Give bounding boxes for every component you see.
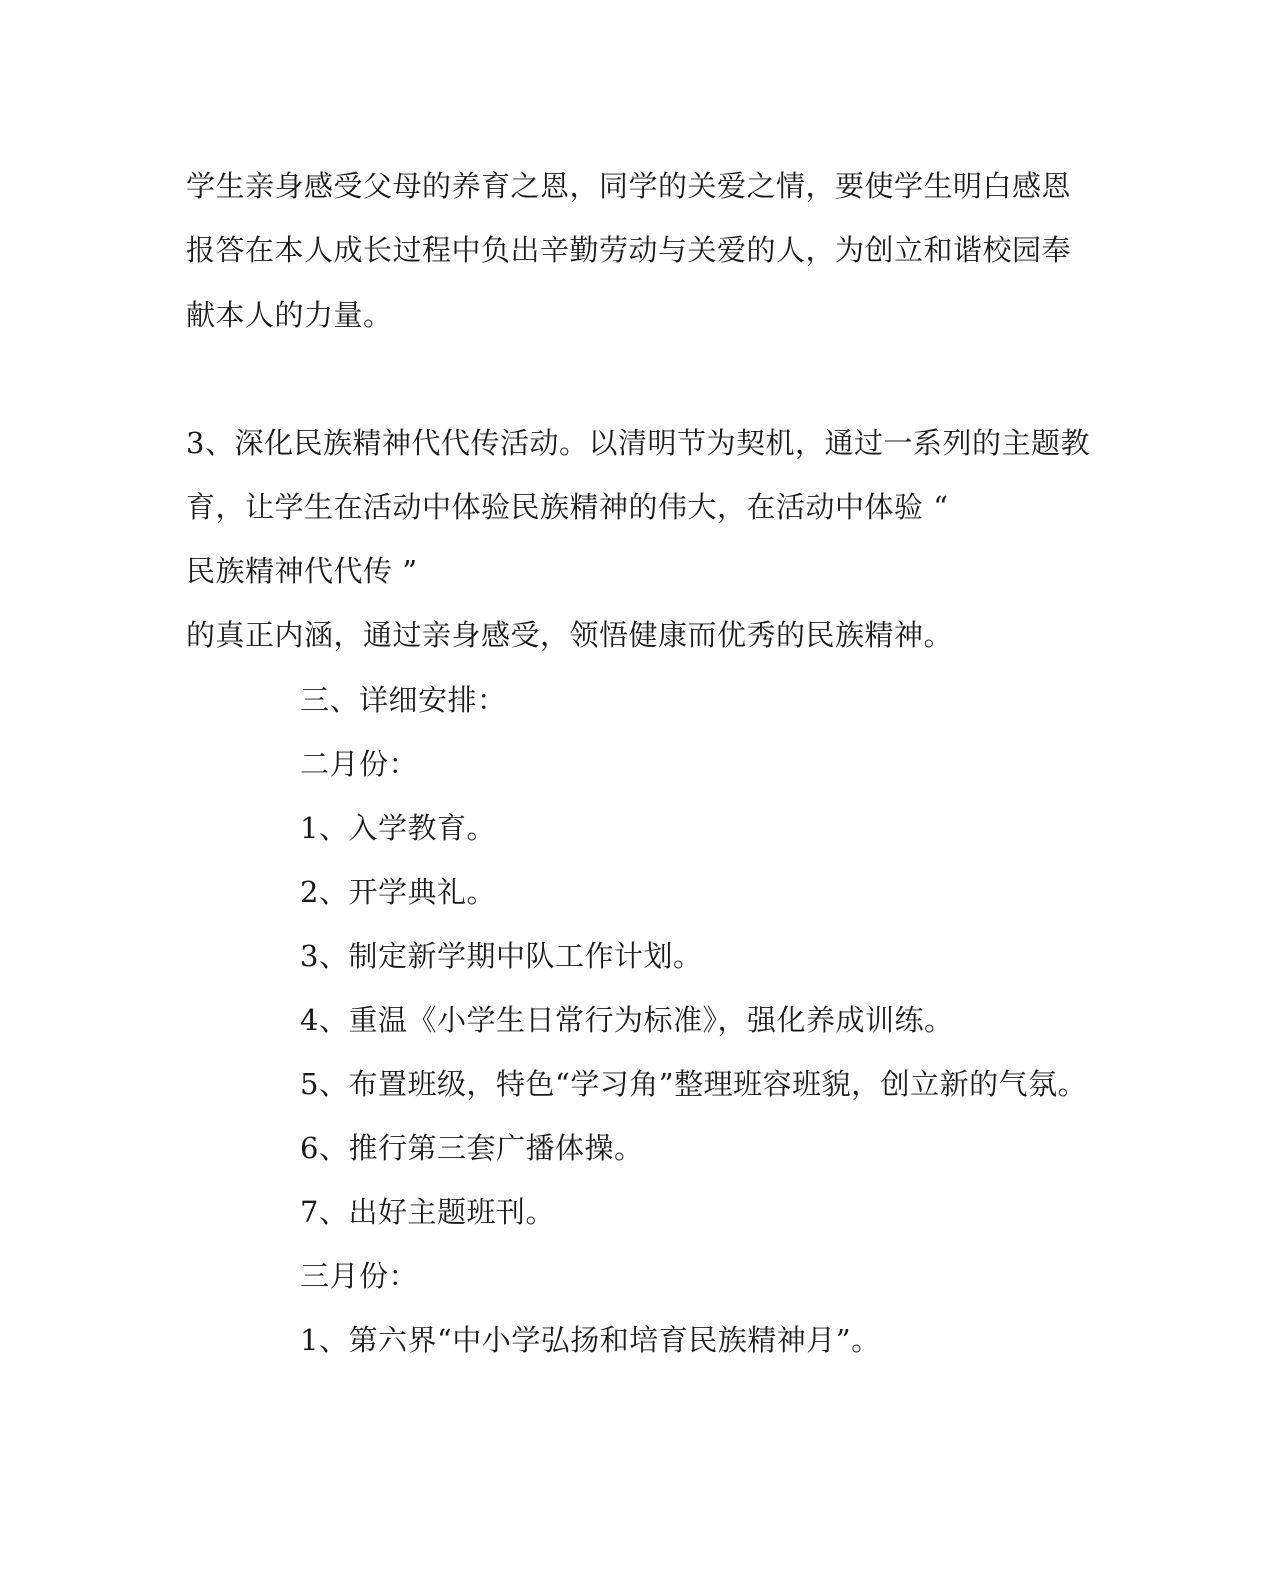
- list-item: 3、制定新学期中队工作计划。: [300, 939, 703, 973]
- list-item: 6、推行第三套广播体操。: [300, 1131, 644, 1165]
- list-item: 2、开学典礼。: [300, 875, 496, 909]
- list-item: 5、布置班级，特色“学习角”整理班容班貌，创立新的气氛。: [300, 1067, 1088, 1101]
- list-item: 1、第六界“中小学弘扬和培育民族精神月”。: [300, 1323, 881, 1357]
- paragraph-line: 学生亲身感受父母的养育之恩，同学的关爱之情，要使学生明白感恩: [186, 169, 1072, 203]
- paragraph-line: 3、深化民族精神代代传活动。以清明节为契机，通过一系列的主题教: [186, 426, 1090, 460]
- paragraph-line: 献本人的力量。: [186, 298, 393, 332]
- paragraph-line: 育，让学生在活动中体验民族精神的伟大，在活动中体验 “: [186, 490, 949, 524]
- paragraph-line: 的真正内涵，通过亲身感受，领悟健康而优秀的民族精神。: [186, 618, 954, 652]
- list-item: 7、出好主题班刊。: [300, 1195, 555, 1229]
- month-title: 三月份：: [300, 1259, 419, 1293]
- list-item: 1、入学教育。: [300, 811, 496, 845]
- list-item: 4、重温《小学生日常行为标准》，强化养成训练。: [300, 1003, 954, 1037]
- month-title: 二月份：: [300, 747, 419, 781]
- paragraph-line: 民族精神代代传 ”: [186, 554, 418, 588]
- paragraph-line: 报答在本人成长过程中负出辛勤劳动与关爱的人，为创立和谐校园奉: [186, 233, 1072, 267]
- section-heading: 三、详细安排：: [300, 683, 507, 717]
